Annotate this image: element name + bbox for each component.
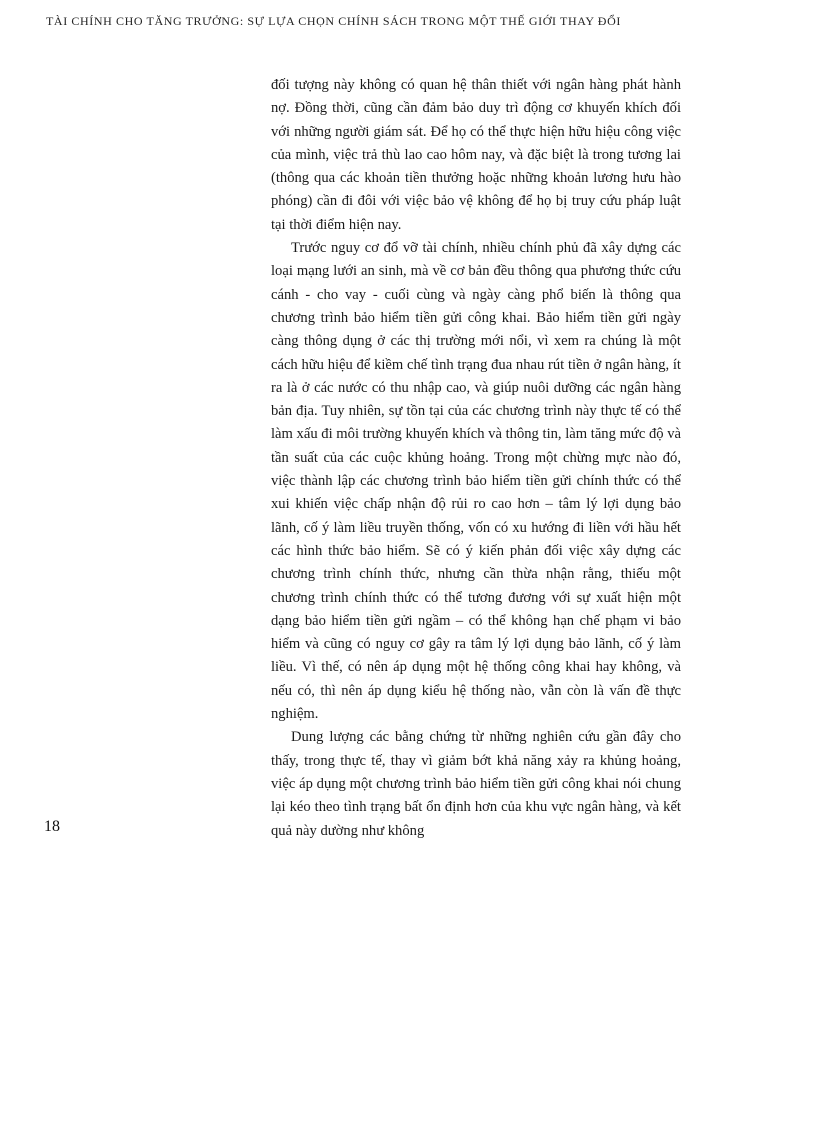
page-number: 18: [44, 818, 60, 835]
body-text: [271, 74, 681, 843]
running-header: TÀI CHÍNH CHO TĂNG TRƯỞNG: SỰ LỰA CHỌN CHÍNH SÁCH TRONG MỘT THẾ GIỚI THAY ĐỔI: [46, 14, 621, 28]
paragraph-continued: đối tượng này không có quan hệ thân thiết với ngân hàng phát hành nợ. Đồng thời, cũng cần đảm bảo duy trì động cơ khuyến khích đối với những người giám sát. Để họ có thể thực hiện hữu hiệu công việc của mình, việc trả thù lao cao hôm nay, và đặc biệt là trong tương lai (thông qua các khoản tiền thưởng hoặc những khoản lương hưu hào phóng) cần đi đôi với việc bảo vệ không để họ bị truy cứu pháp luật tại thời điểm hiện nay.: [271, 77, 681, 233]
paragraph-deposit-insurance: Trước nguy cơ đổ vỡ tài chính, nhiều chính phủ đã xây dựng các loại mạng lưới an sinh, mà về cơ bản đều thông qua phương thức cứu cánh - cho vay - cuối cùng và ngày càng phổ biến là thông qua chương trình bảo hiểm tiền gửi công khai. Bảo hiểm tiền gửi ngày càng thông dụng ở các thị trường mới nổi, vì xem ra chúng là một cách hữu hiệu để kiềm chế tình trạng đua nhau rút tiền ở ngân hàng, ít ra là ở các nước có thu nhập cao, và giúp nuôi dưỡng các ngân hàng bản địa. Tuy nhiên, sự tồn tại của các chương trình này thực tế có thể làm xấu đi môi trường khuyến khích và thông tin, làm tăng mức độ và tần suất của các cuộc khủng hoảng. Trong một chừng mực nào đó, việc thành lập các chương trình bảo hiểm tiền gửi chính thức có thể xui khiến việc chấp nhận độ rủi ro cao hơn – tâm lý lợi dụng bảo lãnh, cố ý làm liều truyền thống, vốn có xu hướng đi liền với hầu hết các hình thức bảo hiểm. Sẽ có ý kiến phản đối việc xây dựng các chương trình chính thức, nhưng cần thừa nhận rằng, thiếu một chương trình chính thức có thể tương đương với sự xuất hiện một dạng bảo hiểm tiền gửi ngầm – có thể không hạn chế phạm vi bảo hiểm và cũng có nguy cơ gây ra tâm lý lợi dụng bảo lãnh, cố ý làm liều. Vì thế, có nên áp dụng một hệ thống công khai hay không, và nếu có, thì nên áp dụng kiểu hệ thống nào, vẫn còn là vấn đề thực nghiệm.: [271, 240, 681, 723]
paragraph-evidence: Dung lượng các bằng chứng từ những nghiên cứu gần đây cho thấy, trong thực tế, thay vì giảm bớt khả năng xảy ra khủng hoảng, việc áp dụng một chương trình bảo hiểm tiền gửi công khai nói chung lại kéo theo tình trạng bất ổn định hơn của khu vực ngân hàng, và kết quả này dường như không: [271, 729, 681, 839]
